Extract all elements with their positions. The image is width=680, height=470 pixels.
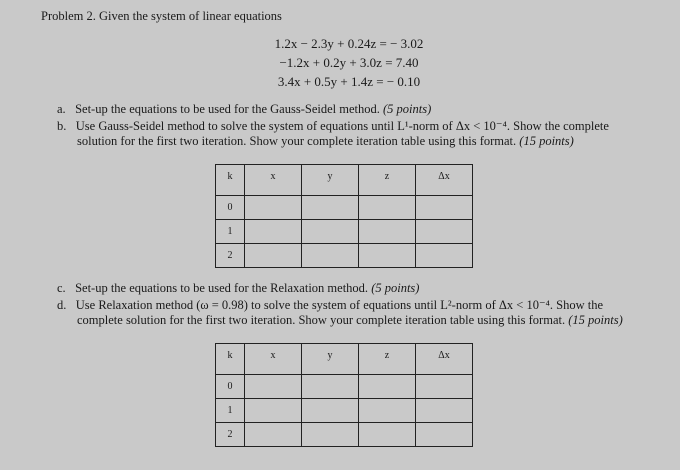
item-marker: b.: [57, 119, 67, 133]
item-marker: c.: [57, 281, 66, 295]
item-text: Set-up the equations to be used for the Gauss-Seidel method.: [75, 102, 380, 116]
equation-1: 1.2x − 2.3y + 0.24z = − 3.02: [274, 36, 424, 51]
header-z: z: [359, 165, 416, 196]
item-points: (5 points): [383, 102, 432, 116]
table-row: [216, 399, 473, 423]
header-y: y: [302, 165, 359, 196]
item-text: complete solution for the first two iteration. Show your complete iteration table using this format.: [77, 313, 566, 327]
item-text: solution for the first two iteration. Show your complete iteration table using this format.: [77, 134, 517, 148]
item-points: (15 points): [568, 313, 623, 327]
table-row: [216, 423, 473, 447]
item-b-cont: [77, 134, 574, 149]
header-k: k: [216, 165, 245, 196]
row-k: 0: [216, 196, 245, 220]
item-text: Use Gauss-Seidel method to solve the system of equations until L¹-norm of Δx < 10⁻⁴. Show the complete: [75, 119, 609, 133]
relaxation-table: [215, 343, 473, 447]
item-marker: a.: [57, 102, 66, 116]
gauss-seidel-table: [215, 164, 473, 268]
item-marker: d.: [57, 298, 67, 312]
header-k: k: [216, 344, 245, 375]
row-k: 2: [216, 423, 245, 447]
table-row: [216, 244, 473, 268]
header-x: x: [245, 165, 302, 196]
item-d: [57, 297, 603, 313]
item-points: (5 points): [371, 281, 420, 295]
item-points: (15 points): [519, 134, 574, 148]
header-dx: Δx: [416, 165, 473, 196]
header-dx: Δx: [416, 344, 473, 375]
row-k: 0: [216, 375, 245, 399]
row-k: 2: [216, 244, 245, 268]
table-row: [216, 220, 473, 244]
header-y: y: [302, 344, 359, 375]
table-row: [216, 375, 473, 399]
header-z: z: [359, 344, 416, 375]
problem-title: Problem 2. Given the system of linear equations: [41, 9, 282, 23]
equation-2: −1.2x + 0.2y + 3.0z = 7.40: [279, 55, 419, 70]
row-k: 1: [216, 399, 245, 423]
header-x: x: [245, 344, 302, 375]
item-c: [57, 281, 419, 296]
equation-3: 3.4x + 0.5y + 1.4z = − 0.10: [277, 74, 421, 89]
item-text: Use Relaxation method (ω = 0.98) to solve the system of equations until L²-norm of Δx < 10⁻⁴. Show the: [75, 298, 604, 312]
row-k: 1: [216, 220, 245, 244]
item-a: [57, 102, 431, 117]
item-text: Set-up the equations to be used for the Relaxation method.: [75, 281, 369, 295]
item-b: [57, 118, 609, 134]
table-row: [216, 196, 473, 220]
item-d-cont: [77, 313, 623, 328]
